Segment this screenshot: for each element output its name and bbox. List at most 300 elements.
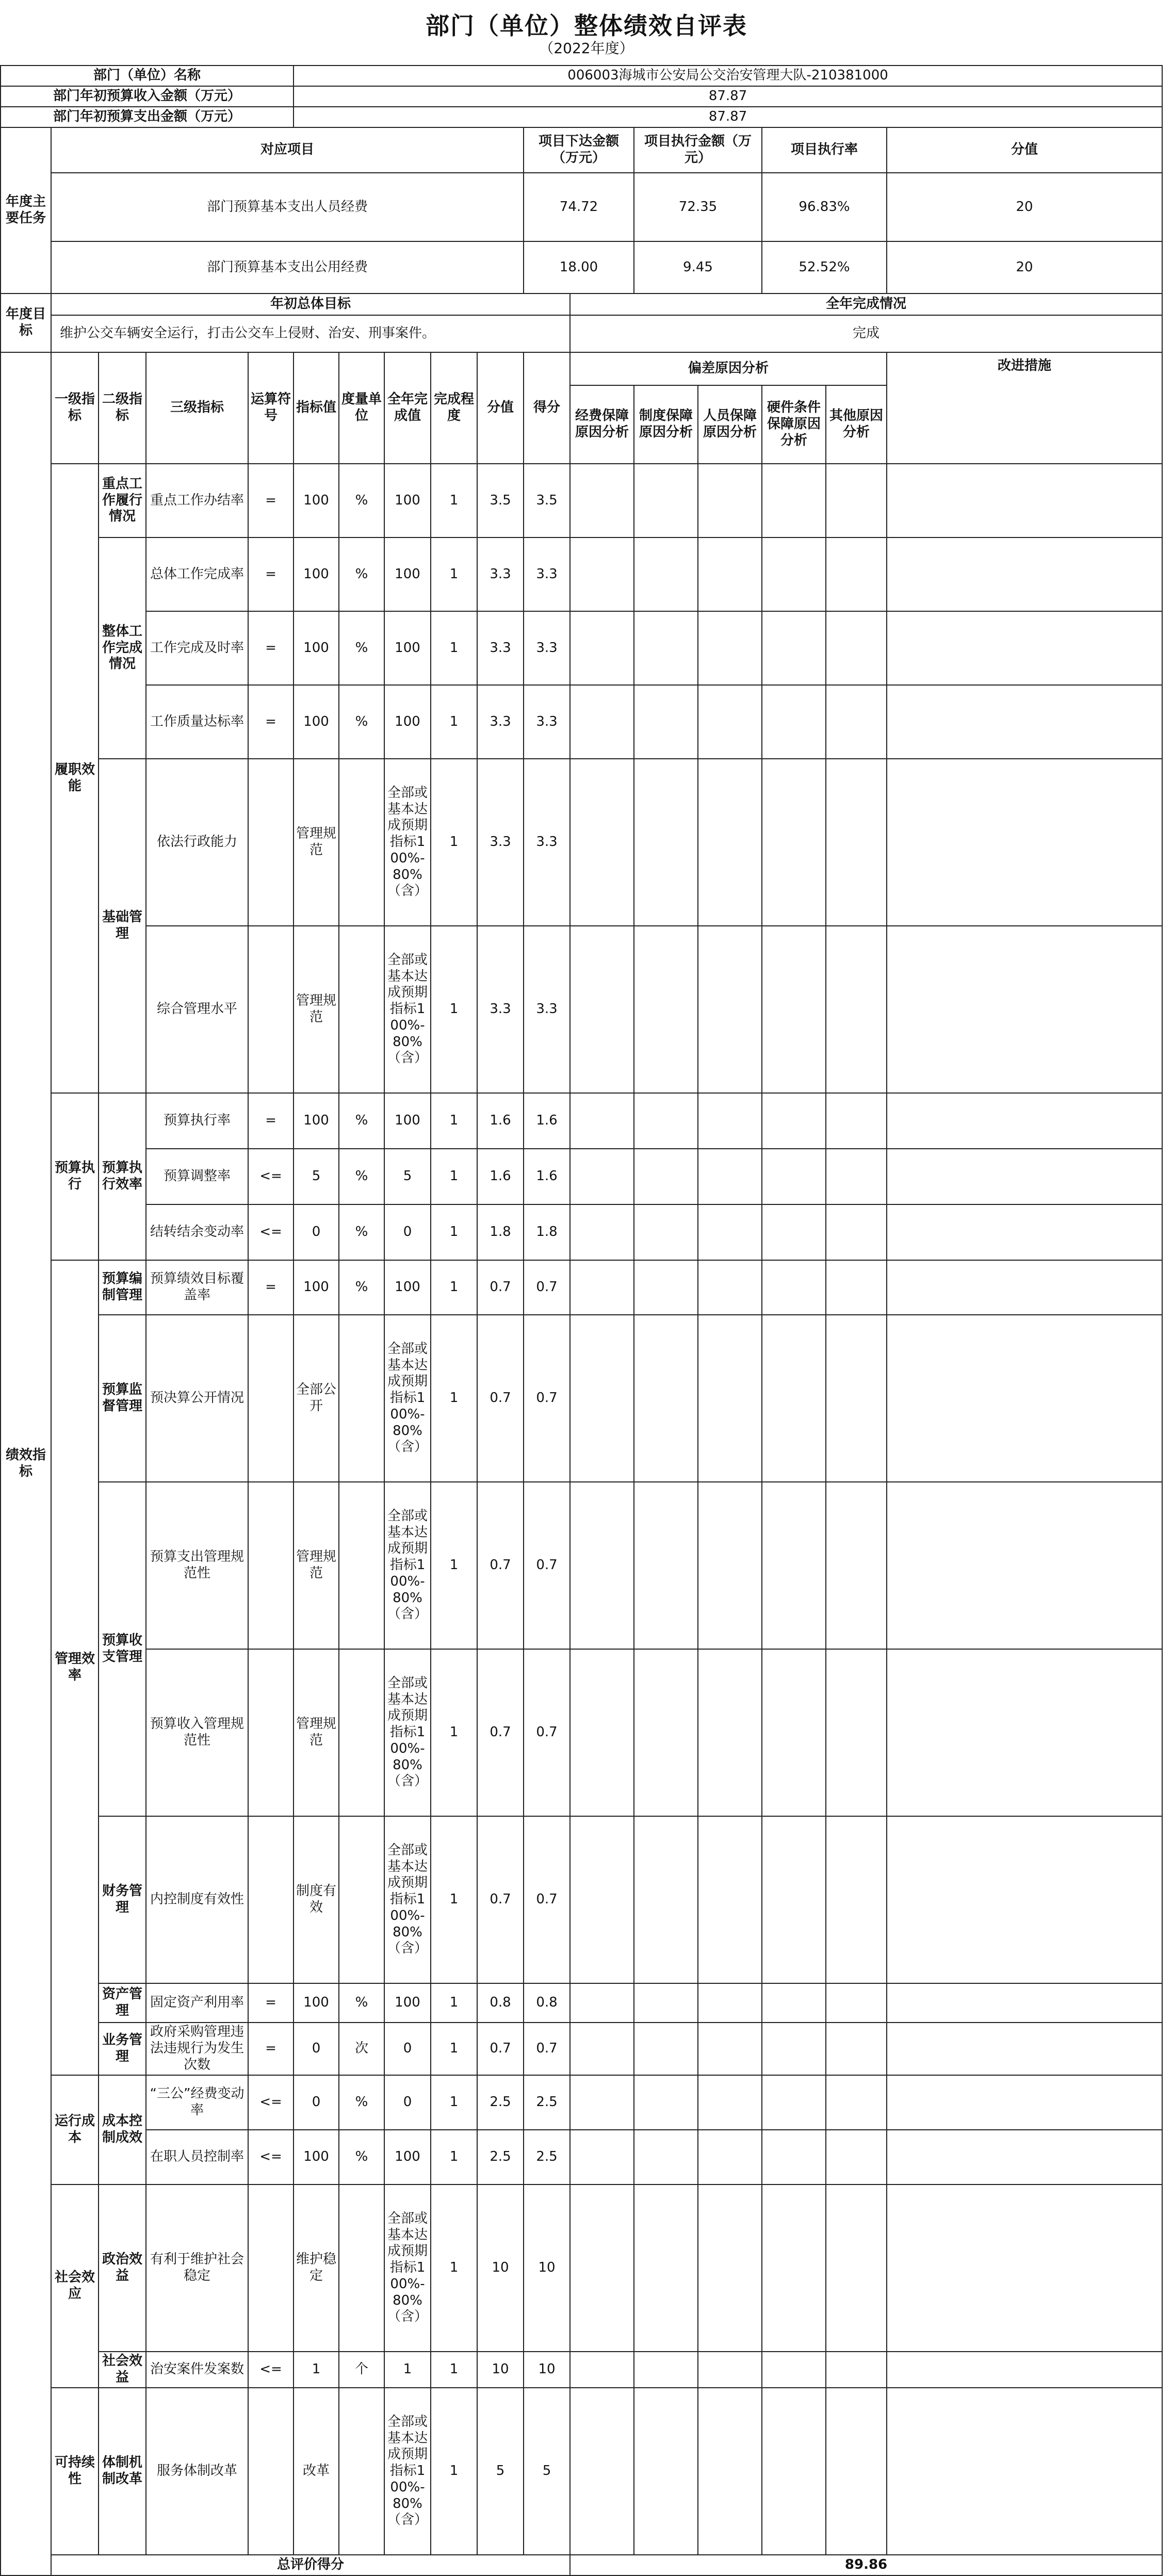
improvement-cell [887, 1816, 1162, 1983]
score: 10 [477, 2352, 524, 2388]
dev-cell [698, 611, 762, 685]
got-score: 0.7 [524, 1816, 570, 1983]
degree: 1 [431, 2130, 477, 2184]
l2-cost-control: 成本控制成效 [99, 2075, 146, 2184]
unit: % [339, 611, 384, 685]
l2-budget-efficiency: 预算执行效率 [99, 1093, 146, 1260]
actual-value: 100 [384, 685, 431, 759]
operator [248, 926, 294, 1093]
l3-indicator: 内控制度有效性 [146, 1816, 248, 1983]
dev-cell [698, 1093, 762, 1149]
dev-cell [762, 464, 826, 537]
target-value: 100 [294, 685, 339, 759]
got-score: 5 [524, 2388, 570, 2555]
unit: 次 [339, 2023, 384, 2075]
improvement-cell [887, 1315, 1162, 1482]
score: 1.6 [477, 1093, 524, 1149]
dev-cell [698, 1260, 762, 1315]
score: 3.3 [477, 685, 524, 759]
operator [248, 1482, 294, 1649]
actual-value: 100 [384, 464, 431, 537]
got-score: 0.7 [524, 1260, 570, 1315]
dev-cell [698, 1482, 762, 1649]
dev-cell [762, 1649, 826, 1816]
target-value: 100 [294, 537, 339, 611]
dev-cell [826, 2352, 887, 2388]
dev-cell [570, 537, 634, 611]
operator: = [248, 1983, 294, 2023]
l2-social-benefit: 社会效益 [99, 2352, 146, 2388]
operator: = [248, 611, 294, 685]
l2-basic-management: 基础管理 [99, 759, 146, 1093]
unit [339, 2184, 384, 2352]
task-row [1, 241, 1162, 294]
dev-cell [826, 611, 887, 685]
dev-cell [570, 1816, 634, 1983]
l3-indicator: 预算调整率 [146, 1149, 248, 1204]
dev-cell [762, 759, 826, 926]
got-score: 2.5 [524, 2075, 570, 2130]
header-dev-personnel: 人员保障原因分析 [698, 385, 762, 464]
operator [248, 2388, 294, 2555]
goals-section-label: 年度目标 [1, 294, 51, 352]
l3-indicator: 工作完成及时率 [146, 611, 248, 685]
indicator-row [1, 1093, 1162, 1149]
dev-cell [826, 1260, 887, 1315]
target-value: 制度有效 [294, 1816, 339, 1983]
operator: <= [248, 2352, 294, 2388]
target-value: 管理规范 [294, 1649, 339, 1816]
got-score: 3.3 [524, 537, 570, 611]
l1-social-effect: 社会效应 [51, 2184, 99, 2388]
l2-budget-preparation: 预算编制管理 [99, 1260, 146, 1315]
l2-budget-supervision: 预算监督管理 [99, 1315, 146, 1482]
tasks-header-score: 分值 [887, 127, 1162, 173]
operator: <= [248, 1204, 294, 1260]
budget-expense-value: 87.87 [294, 107, 1162, 127]
indicator-row [1, 926, 1162, 1093]
target-value: 100 [294, 1093, 339, 1149]
degree: 1 [431, 1649, 477, 1816]
l2-business-management: 业务管理 [99, 2023, 146, 2075]
degree: 1 [431, 1093, 477, 1149]
target-value: 5 [294, 1149, 339, 1204]
degree: 1 [431, 611, 477, 685]
target-value: 100 [294, 611, 339, 685]
total-value: 89.86 [570, 2555, 1162, 2575]
dev-cell [762, 1260, 826, 1315]
goals-initial-header: 年初总体目标 [51, 294, 570, 315]
got-score: 0.8 [524, 1983, 570, 2023]
dev-cell [570, 1649, 634, 1816]
dev-cell [698, 2352, 762, 2388]
operator [248, 2184, 294, 2352]
dev-cell [634, 537, 698, 611]
score: 0.7 [477, 1649, 524, 1816]
dev-cell [698, 926, 762, 1093]
actual-value: 100 [384, 1260, 431, 1315]
dev-cell [634, 2023, 698, 2075]
header-level2: 二级指标 [99, 352, 146, 464]
l3-indicator: 预算收入管理规范性 [146, 1649, 248, 1816]
dev-cell [698, 759, 762, 926]
actual-value: 100 [384, 1983, 431, 2023]
l3-indicator: 政府采购管理违法违规行为发生次数 [146, 2023, 248, 2075]
dev-cell [570, 1093, 634, 1149]
dev-cell [634, 1093, 698, 1149]
operator [248, 1315, 294, 1482]
header-improvement: 改进措施 [887, 352, 1162, 464]
task-allocated: 74.72 [524, 173, 634, 241]
dev-cell [826, 464, 887, 537]
dev-cell [570, 1315, 634, 1482]
l3-indicator: 固定资产利用率 [146, 1983, 248, 2023]
header-degree: 完成程度 [431, 352, 477, 464]
degree: 1 [431, 464, 477, 537]
l3-indicator: 服务体制改革 [146, 2388, 248, 2555]
l3-indicator: 预算绩效目标覆盖率 [146, 1260, 248, 1315]
operator: = [248, 1260, 294, 1315]
tasks-header-project: 对应项目 [51, 127, 524, 173]
dev-cell [762, 1983, 826, 2023]
task-project: 部门预算基本支出公用经费 [51, 241, 524, 294]
operator: <= [248, 2130, 294, 2184]
dev-cell [762, 2388, 826, 2555]
l3-indicator: “三公”经费变动率 [146, 2075, 248, 2130]
target-value: 100 [294, 1983, 339, 2023]
dev-cell [762, 1315, 826, 1482]
budget-expense-label: 部门年初预算支出金额（万元） [1, 107, 294, 127]
dev-cell [634, 1816, 698, 1983]
dev-cell [570, 1149, 634, 1204]
perf-section-label: 绩效指标 [1, 352, 51, 2575]
score: 0.7 [477, 1315, 524, 1482]
degree: 1 [431, 1315, 477, 1482]
score: 3.3 [477, 926, 524, 1093]
dev-cell [634, 759, 698, 926]
dev-cell [762, 1093, 826, 1149]
improvement-cell [887, 537, 1162, 611]
score: 1.8 [477, 1204, 524, 1260]
dev-cell [634, 685, 698, 759]
header-dev-other: 其他原因分析 [826, 385, 887, 464]
header-level1: 一级指标 [51, 352, 99, 464]
score: 3.3 [477, 611, 524, 685]
dev-cell [634, 1149, 698, 1204]
indicator-row [1, 2184, 1162, 2352]
dev-cell [698, 1315, 762, 1482]
got-score: 10 [524, 2352, 570, 2388]
header-dev-hardware: 硬件条件保障原因分析 [762, 385, 826, 464]
improvement-cell [887, 611, 1162, 685]
actual-value: 0 [384, 2023, 431, 2075]
degree: 1 [431, 1482, 477, 1649]
operator: = [248, 685, 294, 759]
actual-value: 100 [384, 1093, 431, 1149]
dev-cell [570, 685, 634, 759]
target-value: 管理规范 [294, 1482, 339, 1649]
dev-cell [762, 1816, 826, 1983]
actual-value: 1 [384, 2352, 431, 2388]
dev-cell [570, 2075, 634, 2130]
got-score: 3.3 [524, 611, 570, 685]
dev-cell [826, 685, 887, 759]
l2-financial-management: 财务管理 [99, 1816, 146, 1983]
dev-cell [698, 464, 762, 537]
dev-cell [762, 1149, 826, 1204]
dev-cell [698, 2388, 762, 2555]
indicator-row [1, 1260, 1162, 1315]
improvement-cell [887, 2023, 1162, 2075]
actual-value: 全部或基本达成预期指标100%-80%（含） [384, 759, 431, 926]
improvement-cell [887, 1093, 1162, 1149]
l2-key-work: 重点工作履行情况 [99, 464, 146, 537]
actual-value: 全部或基本达成预期指标100%-80%（含） [384, 926, 431, 1093]
dev-cell [634, 1315, 698, 1482]
dev-cell [698, 685, 762, 759]
indicator-row [1, 537, 1162, 611]
dev-cell [634, 2184, 698, 2352]
got-score: 0.7 [524, 1315, 570, 1482]
degree: 1 [431, 2023, 477, 2075]
dev-cell [762, 2184, 826, 2352]
unit [339, 1482, 384, 1649]
dev-cell [826, 926, 887, 1093]
header-deviation: 偏差原因分析 [570, 352, 887, 385]
unit: % [339, 464, 384, 537]
budget-income-label: 部门年初预算收入金额（万元） [1, 86, 294, 107]
target-value: 0 [294, 2075, 339, 2130]
score: 2.5 [477, 2075, 524, 2130]
l3-indicator: 工作质量达标率 [146, 685, 248, 759]
dev-cell [698, 1983, 762, 2023]
l3-indicator: 重点工作办结率 [146, 464, 248, 537]
indicator-row [1, 2023, 1162, 2075]
header-level3: 三级指标 [146, 352, 248, 464]
degree: 1 [431, 2388, 477, 2555]
score: 0.7 [477, 1482, 524, 1649]
unit [339, 1649, 384, 1816]
indicator-row [1, 1983, 1162, 2023]
target-value: 改革 [294, 2388, 339, 2555]
actual-value: 全部或基本达成预期指标100%-80%（含） [384, 1816, 431, 1983]
indicator-row [1, 685, 1162, 759]
got-score: 2.5 [524, 2130, 570, 2184]
degree: 1 [431, 2184, 477, 2352]
dev-cell [826, 1093, 887, 1149]
target-value: 维护稳定 [294, 2184, 339, 2352]
improvement-cell [887, 464, 1162, 537]
dev-cell [698, 1649, 762, 1816]
target-value: 1 [294, 2352, 339, 2388]
indicator-row [1, 759, 1162, 926]
l1-management-efficiency: 管理效率 [51, 1260, 99, 2075]
unit: % [339, 537, 384, 611]
operator: = [248, 464, 294, 537]
unit: % [339, 2130, 384, 2184]
degree: 1 [431, 926, 477, 1093]
l3-indicator: 综合管理水平 [146, 926, 248, 1093]
improvement-cell [887, 2184, 1162, 2352]
dev-cell [570, 1983, 634, 2023]
degree: 1 [431, 1260, 477, 1315]
header-dev-funding: 经费保障原因分析 [570, 385, 634, 464]
dev-cell [826, 2075, 887, 2130]
improvement-cell [887, 2352, 1162, 2388]
l2-political-benefit: 政治效益 [99, 2184, 146, 2352]
task-score: 20 [887, 241, 1162, 294]
task-rate: 96.83% [762, 173, 887, 241]
degree: 1 [431, 2075, 477, 2130]
dev-cell [570, 2184, 634, 2352]
dev-cell [634, 1482, 698, 1649]
indicator-row [1, 2130, 1162, 2184]
actual-value: 100 [384, 2130, 431, 2184]
target-value: 全部公开 [294, 1315, 339, 1482]
dev-cell [570, 1204, 634, 1260]
dev-cell [762, 926, 826, 1093]
operator: = [248, 1093, 294, 1149]
l3-indicator: 预算支出管理规范性 [146, 1482, 248, 1649]
unit [339, 1315, 384, 1482]
improvement-cell [887, 1649, 1162, 1816]
goals-completion-header: 全年完成情况 [570, 294, 1162, 315]
got-score: 3.3 [524, 685, 570, 759]
dev-cell [762, 685, 826, 759]
got-score: 1.8 [524, 1204, 570, 1260]
improvement-cell [887, 1204, 1162, 1260]
l1-operating-cost: 运行成本 [51, 2075, 99, 2184]
degree: 1 [431, 537, 477, 611]
goals-initial-value: 维护公交车辆安全运行，打击公交车上侵财、治安、刑事案件。 [51, 315, 570, 352]
l3-indicator: 依法行政能力 [146, 759, 248, 926]
dev-cell [698, 2130, 762, 2184]
dev-cell [826, 2130, 887, 2184]
l1-sustainability: 可持续性 [51, 2388, 99, 2555]
unit: % [339, 1093, 384, 1149]
dev-cell [570, 926, 634, 1093]
actual-value: 全部或基本达成预期指标100%-80%（含） [384, 2388, 431, 2555]
unit: % [339, 1149, 384, 1204]
dev-cell [762, 1482, 826, 1649]
unit [339, 759, 384, 926]
unit: % [339, 1204, 384, 1260]
unit: % [339, 1983, 384, 2023]
score: 3.3 [477, 759, 524, 926]
dev-cell [698, 1149, 762, 1204]
indicator-row [1, 1649, 1162, 1816]
got-score: 0.7 [524, 1649, 570, 1816]
indicator-row [1, 611, 1162, 685]
dept-name-value: 006003海城市公安局公交治安管理大队-210381000 [294, 66, 1162, 86]
actual-value: 全部或基本达成预期指标100%-80%（含） [384, 1482, 431, 1649]
dev-cell [826, 2388, 887, 2555]
got-score: 3.5 [524, 464, 570, 537]
score: 10 [477, 2184, 524, 2352]
task-row [1, 173, 1162, 241]
indicator-row [1, 1204, 1162, 1260]
header-got: 得分 [524, 352, 570, 464]
page-title: 部门（单位）整体绩效自评表 [426, 12, 747, 40]
unit [339, 926, 384, 1093]
target-value: 管理规范 [294, 926, 339, 1093]
dev-cell [762, 2130, 826, 2184]
l1-performance: 履职效能 [51, 464, 99, 1093]
got-score: 10 [524, 2184, 570, 2352]
l1-budget-execution: 预算执行 [51, 1093, 99, 1260]
dev-cell [698, 2075, 762, 2130]
dev-cell [634, 1260, 698, 1315]
dev-cell [634, 2352, 698, 2388]
target-value: 100 [294, 2130, 339, 2184]
indicator-row [1, 1482, 1162, 1649]
indicator-row [1, 464, 1162, 537]
total-label: 总评价得分 [51, 2555, 570, 2575]
l3-indicator: 预决算公开情况 [146, 1315, 248, 1482]
degree: 1 [431, 759, 477, 926]
degree: 1 [431, 2352, 477, 2388]
dev-cell [570, 759, 634, 926]
tasks-header-allocated: 项目下达金额（万元） [524, 127, 634, 173]
operator: <= [248, 2075, 294, 2130]
dev-cell [698, 2184, 762, 2352]
degree: 1 [431, 685, 477, 759]
dev-cell [570, 2130, 634, 2184]
dev-cell [570, 1482, 634, 1649]
score: 1.6 [477, 1149, 524, 1204]
dev-cell [762, 537, 826, 611]
dev-cell [570, 2388, 634, 2555]
dev-cell [826, 1983, 887, 2023]
l3-indicator: 预算执行率 [146, 1093, 248, 1149]
target-value: 100 [294, 1260, 339, 1315]
improvement-cell [887, 1260, 1162, 1315]
task-rate: 52.52% [762, 241, 887, 294]
tasks-section-label: 年度主要任务 [1, 127, 51, 294]
unit [339, 1816, 384, 1983]
task-score: 20 [887, 173, 1162, 241]
actual-value: 全部或基本达成预期指标100%-80%（含） [384, 1649, 431, 1816]
l2-institutional-reform: 体制机制改革 [99, 2388, 146, 2555]
dev-cell [698, 1816, 762, 1983]
indicator-row [1, 1816, 1162, 1983]
task-executed: 9.45 [634, 241, 762, 294]
dev-cell [634, 2075, 698, 2130]
operator [248, 759, 294, 926]
evaluation-table [0, 65, 1163, 2576]
score: 0.7 [477, 1260, 524, 1315]
dev-cell [826, 759, 887, 926]
dev-cell [634, 1983, 698, 2023]
unit: 个 [339, 2352, 384, 2388]
page-subtitle: （2022年度） [539, 40, 634, 57]
dev-cell [762, 611, 826, 685]
dev-cell [634, 1204, 698, 1260]
dev-cell [570, 1260, 634, 1315]
tasks-header-rate: 项目执行率 [762, 127, 887, 173]
l2-asset-management: 资产管理 [99, 1983, 146, 2023]
actual-value: 0 [384, 2075, 431, 2130]
header-target: 指标值 [294, 352, 339, 464]
dev-cell [634, 926, 698, 1093]
dev-cell [762, 2023, 826, 2075]
improvement-cell [887, 1983, 1162, 2023]
header-score: 分值 [477, 352, 524, 464]
degree: 1 [431, 1816, 477, 1983]
unit: % [339, 2075, 384, 2130]
task-allocated: 18.00 [524, 241, 634, 294]
score: 0.7 [477, 2023, 524, 2075]
